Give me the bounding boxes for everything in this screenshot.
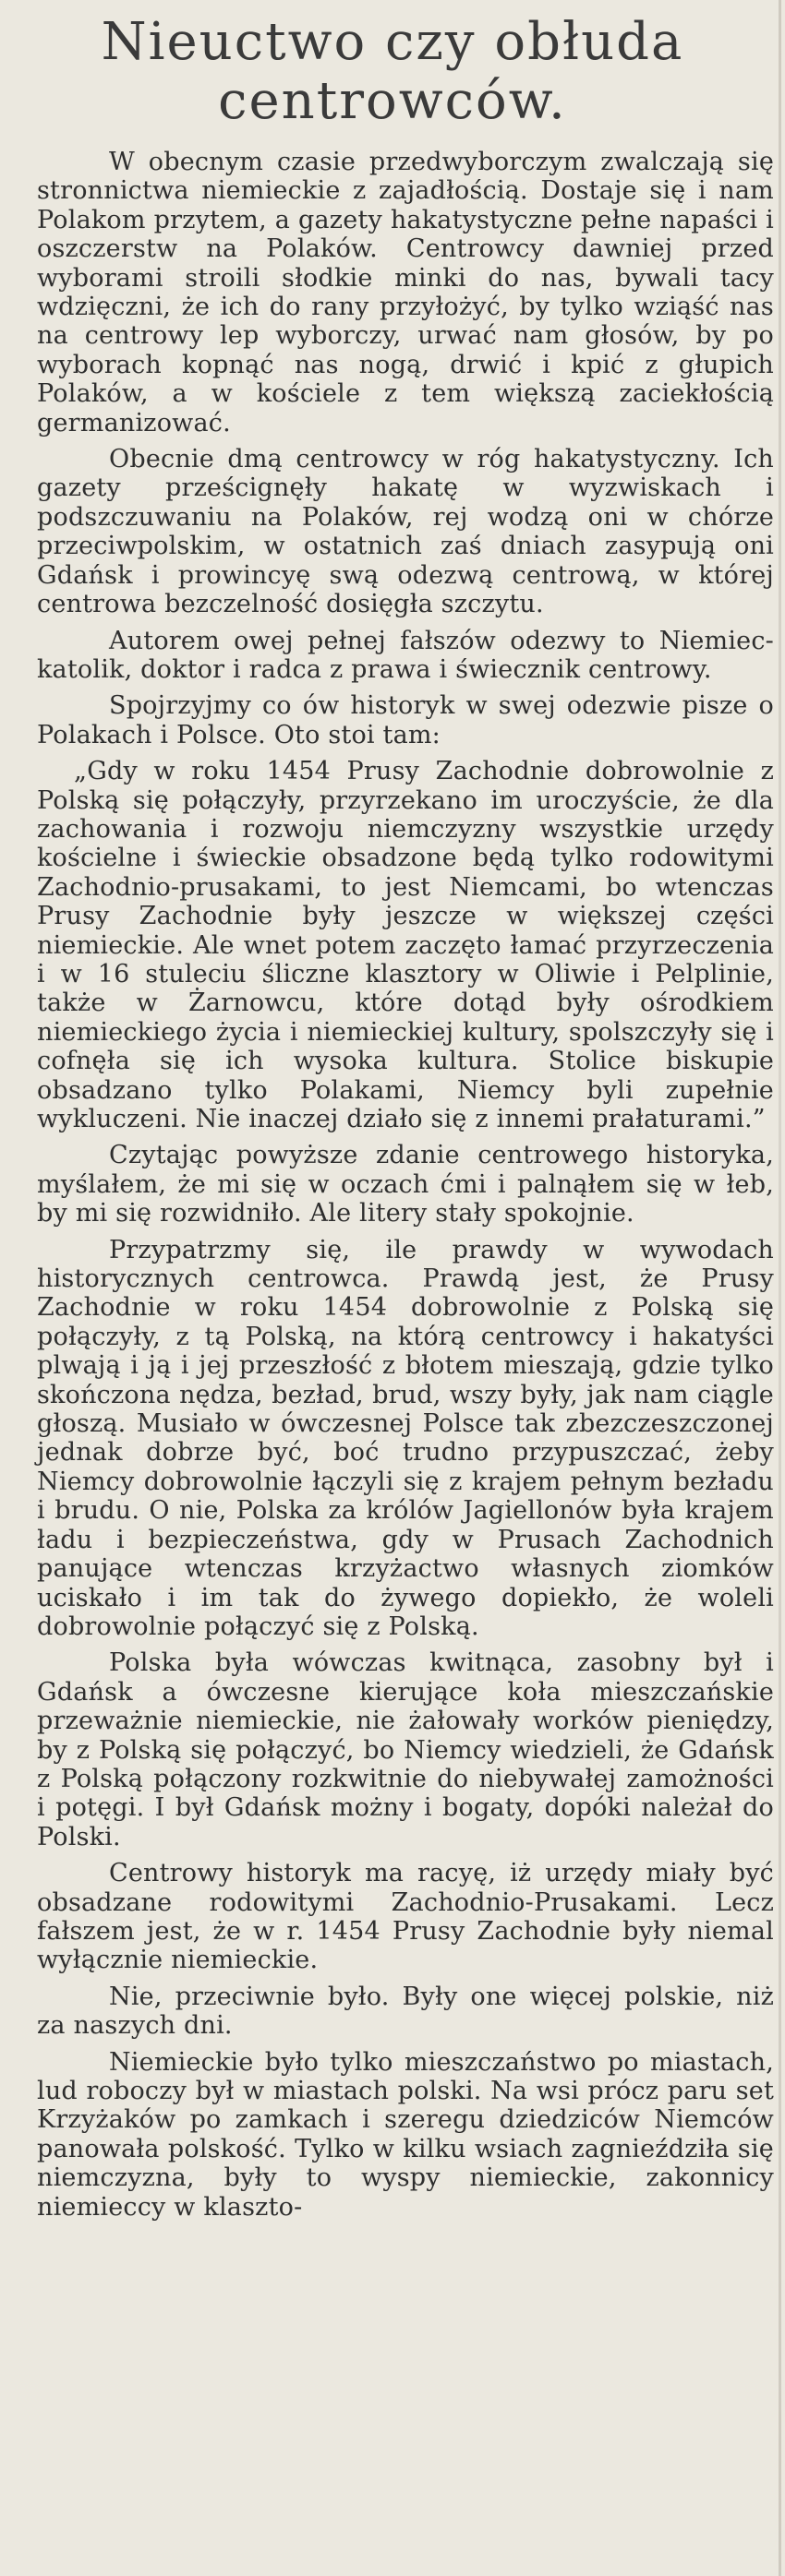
paragraph-6: Czytając powyższe zdanie centrowego historyka, myślałem, że mi się w oczach ćmi i palnąłem się w łeb, by mi się rozwidniło. Ale litery stały spokojnie.: [37, 1141, 774, 1228]
paragraph-9: Centrowy historyk ma racyę, iż urzędy miały być obsadzane rodowitymi Zachodnio-Prusakami. Lecz fałszem jest, że w r. 1454 Prusy Zachodnie były niemal wyłącznie niemieckie.: [37, 1859, 774, 1975]
headline: [0, 0, 785, 131]
paragraph-7: Przypatrzmy się, ile prawdy w wywodach historycznych centrowca. Prawdą jest, że Prusy Zachodnie w roku 1454 dobrowolnie z Polską się połączyły, z tą Polską, na którą centrowcy i hakatyści plwają i ją i jej przeszłość z błotem mieszają, gdzie tylko skończona nędza, bezład, brud, wszy były, jak nam ciągle głoszą. Musiało w ówczesnej Polsce tak zbezczeszczonej jednak dobrze być, boć trudno przypuszczać, żeby Niemcy dobrowolnie łączyli się z krajem pełnym bezładu i brudu. O nie, Polska za królów Jagiellonów była krajem ładu i bezpieczeństwa, gdy w Prusach Zachodnich panujące wtenczas krzyżactwo własnych ziomków uciskało i im tak do żywego dopiekło, że woleli dobrowolnie połączyć się z Polską.: [37, 1235, 774, 1641]
article-body: [37, 148, 774, 2229]
headline-line-1: Nieuctwo czy obłuda: [101, 12, 684, 72]
paragraph-4: Spojrzyjmy co ów historyk w swej odezwie pisze o Polakach i Polsce. Oto stoi tam:: [37, 691, 774, 749]
paragraph-11: Niemieckie było tylko mieszczaństwo po miastach, lud roboczy był w miastach polski. Na wsi prócz paru set Krzyżaków po zamkach i szeregu dziedziców Niemców panowała polskość. Tylko w kilku wsiach zagnieździła się niemczyzna, były to wyspy niemieckie, zakonnicy niemieccy w klaszto-: [37, 2047, 774, 2222]
paragraph-10: Nie, przeciwnie było. Były one więcej polskie, niż za naszych dni.: [37, 1982, 774, 2041]
quoted-paragraph: „Gdy w roku 1454 Prusy Zachodnie dobrowolnie z Polską się połączyły, przyrzekano im uroczyście, że dla zachowania i rozwoju niemczyzny wszystkie urzędy kościelne i świeckie obsadzone będą tylko rodowitymi Zachodnio-prusakami, to jest Niemcami, bo wtenczas Prusy Zachodnie były jeszcze w większej części niemieckie. Ale wnet potem zaczęto łamać przyrzeczenia i w 16 stuleciu śliczne klasztory w Oliwie i Pelplinie, także w Żarnowcu, które dotąd były ośrodkiem niemieckiego życia i niemieckiej kultury, spolszczyły się i cofnęła się ich wysoka kultura. Stolice biskupie obsadzano tylko Polakami, Niemcy byli zupełnie wykluczeni. Nie inaczej działo się z innemi prałaturami.”: [37, 757, 774, 1133]
paragraph-3: Autorem owej pełnej fałszów odezwy to Niemiec-katolik, doktor i radca z prawa i świecznik centrowy.: [37, 626, 774, 684]
paragraph-2: Obecnie dmą centrowcy w róg hakatystyczny. Ich gazety prześcignęły hakatę w wyzwiskach i podszczuwaniu na Polaków, rej wodzą oni w chórze przeciwpolskim, w ostatnich zaś dniach zasypują oni Gdańsk i prowincyę swą odezwą centrową, w której centrowa bezczelność dosięgła szczytu.: [37, 445, 774, 619]
headline-line-2: centrowców.: [218, 71, 567, 131]
paragraph-8: Polska była wówczas kwitnąca, zasobny był i Gdańsk a ówczesne kierujące koła mieszczańskie przeważnie niemieckie, nie żałowały worków pieniędzy, by z Polską się połączyć, bo Niemcy wiedzieli, że Gdańsk z Polską połączony rozkwitnie do niebywałej zamożności i potęgi. I był Gdańsk możny i bogaty, dopóki należał do Polski.: [37, 1648, 774, 1851]
column-rule: [779, 0, 781, 2576]
paragraph-1: W obecnym czasie przedwyborczym zwalczają się stronnictwa niemieckie z zajadłością. Dostaje się i nam Polakom przytem, a gazety hakatystyczne pełne napaści i oszczerstw na Polaków. Centrowcy dawniej przed wyborami stroili słodkie minki do nas, bywali tacy wdzięczni, że ich do rany przyłożyć, by tylko wziąść nas na centrowy lep wyborczy, urwać nam głosów, by po wyborach kopnąć nas nogą, drwić i kpić z głupich Polaków, a w kościele z tem większą zaciekłością germanizować.: [37, 148, 774, 437]
